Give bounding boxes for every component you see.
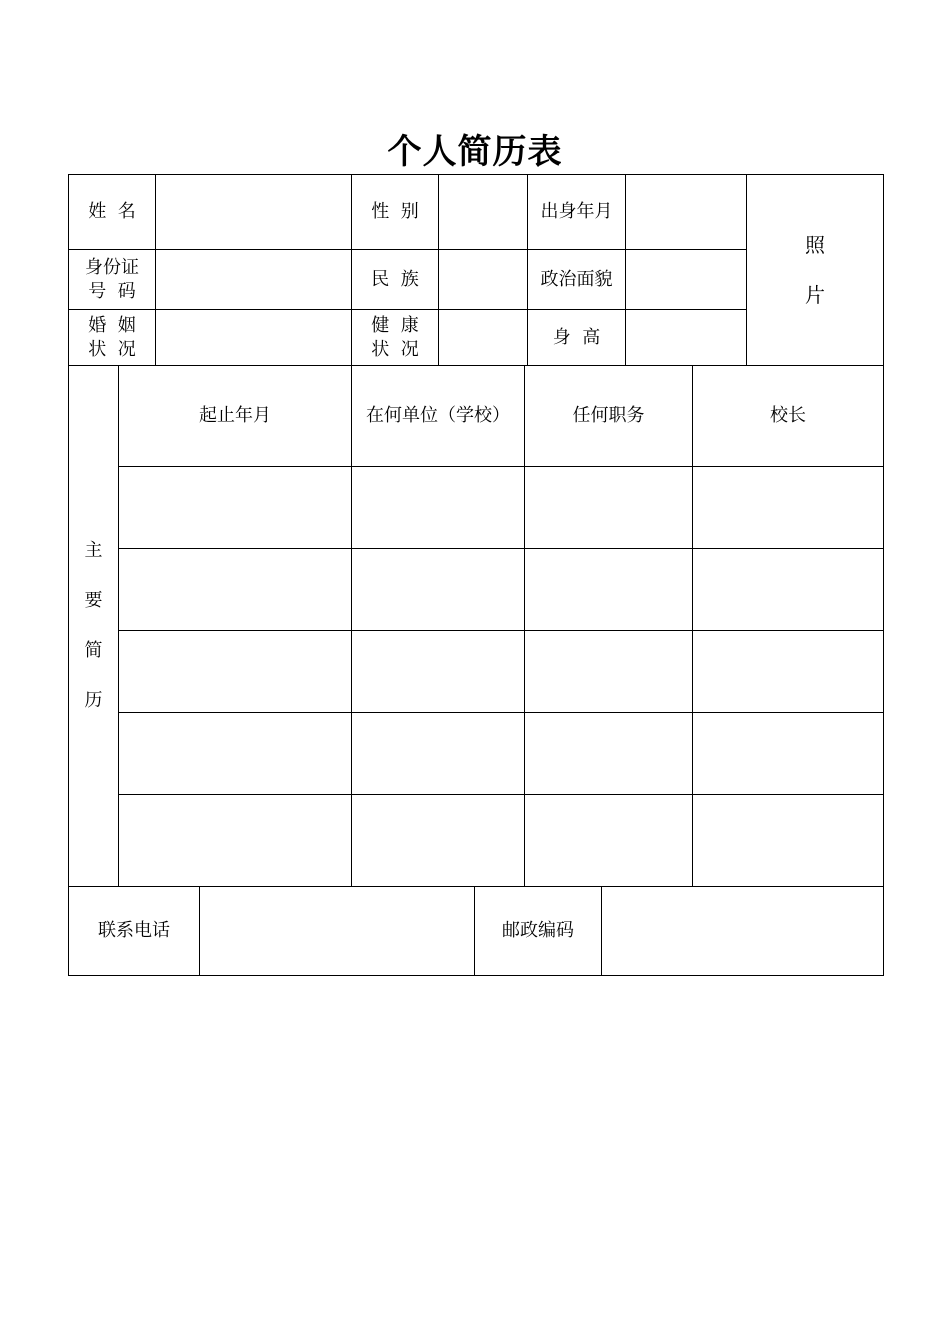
table-row (69, 795, 884, 887)
history-table (68, 365, 884, 887)
basic-info-table (68, 174, 884, 366)
history-cell[interactable] (119, 549, 352, 631)
history-cell[interactable] (525, 467, 693, 549)
history-cell[interactable] (352, 631, 525, 713)
name-field[interactable] (156, 175, 352, 250)
political-status-label: 政治面貌 (528, 250, 626, 310)
history-header-principal: 校长 (693, 366, 884, 467)
history-cell[interactable] (119, 713, 352, 795)
history-cell[interactable] (352, 713, 525, 795)
political-status-field[interactable] (626, 250, 747, 310)
table-row (69, 549, 884, 631)
history-side-label: 主 要 简 历 (69, 366, 119, 887)
history-cell[interactable] (352, 467, 525, 549)
history-header-position: 任何职务 (525, 366, 693, 467)
history-cell[interactable] (693, 631, 884, 713)
birth-label: 出身年月 (528, 175, 626, 250)
postal-code-field[interactable] (602, 887, 884, 976)
phone-field[interactable] (200, 887, 475, 976)
history-cell[interactable] (119, 467, 352, 549)
name-label: 姓 名 (69, 175, 156, 250)
postal-code-label: 邮政编码 (475, 887, 602, 976)
history-cell[interactable] (525, 549, 693, 631)
health-status-field[interactable] (439, 310, 528, 366)
history-cell[interactable] (693, 795, 884, 887)
table-row (69, 467, 884, 549)
table-row (69, 631, 884, 713)
history-cell[interactable] (525, 631, 693, 713)
id-number-label: 身份证 号 码 (69, 250, 156, 310)
marital-status-label: 婚 姻 状 况 (69, 310, 156, 366)
marital-status-field[interactable] (156, 310, 352, 366)
photo-box[interactable]: 照 片 (747, 175, 884, 366)
history-header-period: 起止年月 (119, 366, 352, 467)
history-header-organization: 在何单位（学校） (352, 366, 525, 467)
table-row (69, 713, 884, 795)
height-label: 身 高 (528, 310, 626, 366)
ethnicity-label: 民 族 (352, 250, 439, 310)
history-cell[interactable] (693, 713, 884, 795)
history-cell[interactable] (119, 631, 352, 713)
height-field[interactable] (626, 310, 747, 366)
birth-field[interactable] (626, 175, 747, 250)
gender-field[interactable] (439, 175, 528, 250)
health-status-label: 健 康 状 况 (352, 310, 439, 366)
id-number-field[interactable] (156, 250, 352, 310)
contact-table (68, 886, 884, 976)
page-title: 个人简历表 (387, 132, 563, 172)
history-cell[interactable] (525, 713, 693, 795)
history-cell[interactable] (352, 549, 525, 631)
history-cell[interactable] (119, 795, 352, 887)
gender-label: 性 别 (352, 175, 439, 250)
history-cell[interactable] (352, 795, 525, 887)
phone-label: 联系电话 (69, 887, 200, 976)
history-cell[interactable] (693, 549, 884, 631)
ethnicity-field[interactable] (439, 250, 528, 310)
history-cell[interactable] (525, 795, 693, 887)
history-cell[interactable] (693, 467, 884, 549)
